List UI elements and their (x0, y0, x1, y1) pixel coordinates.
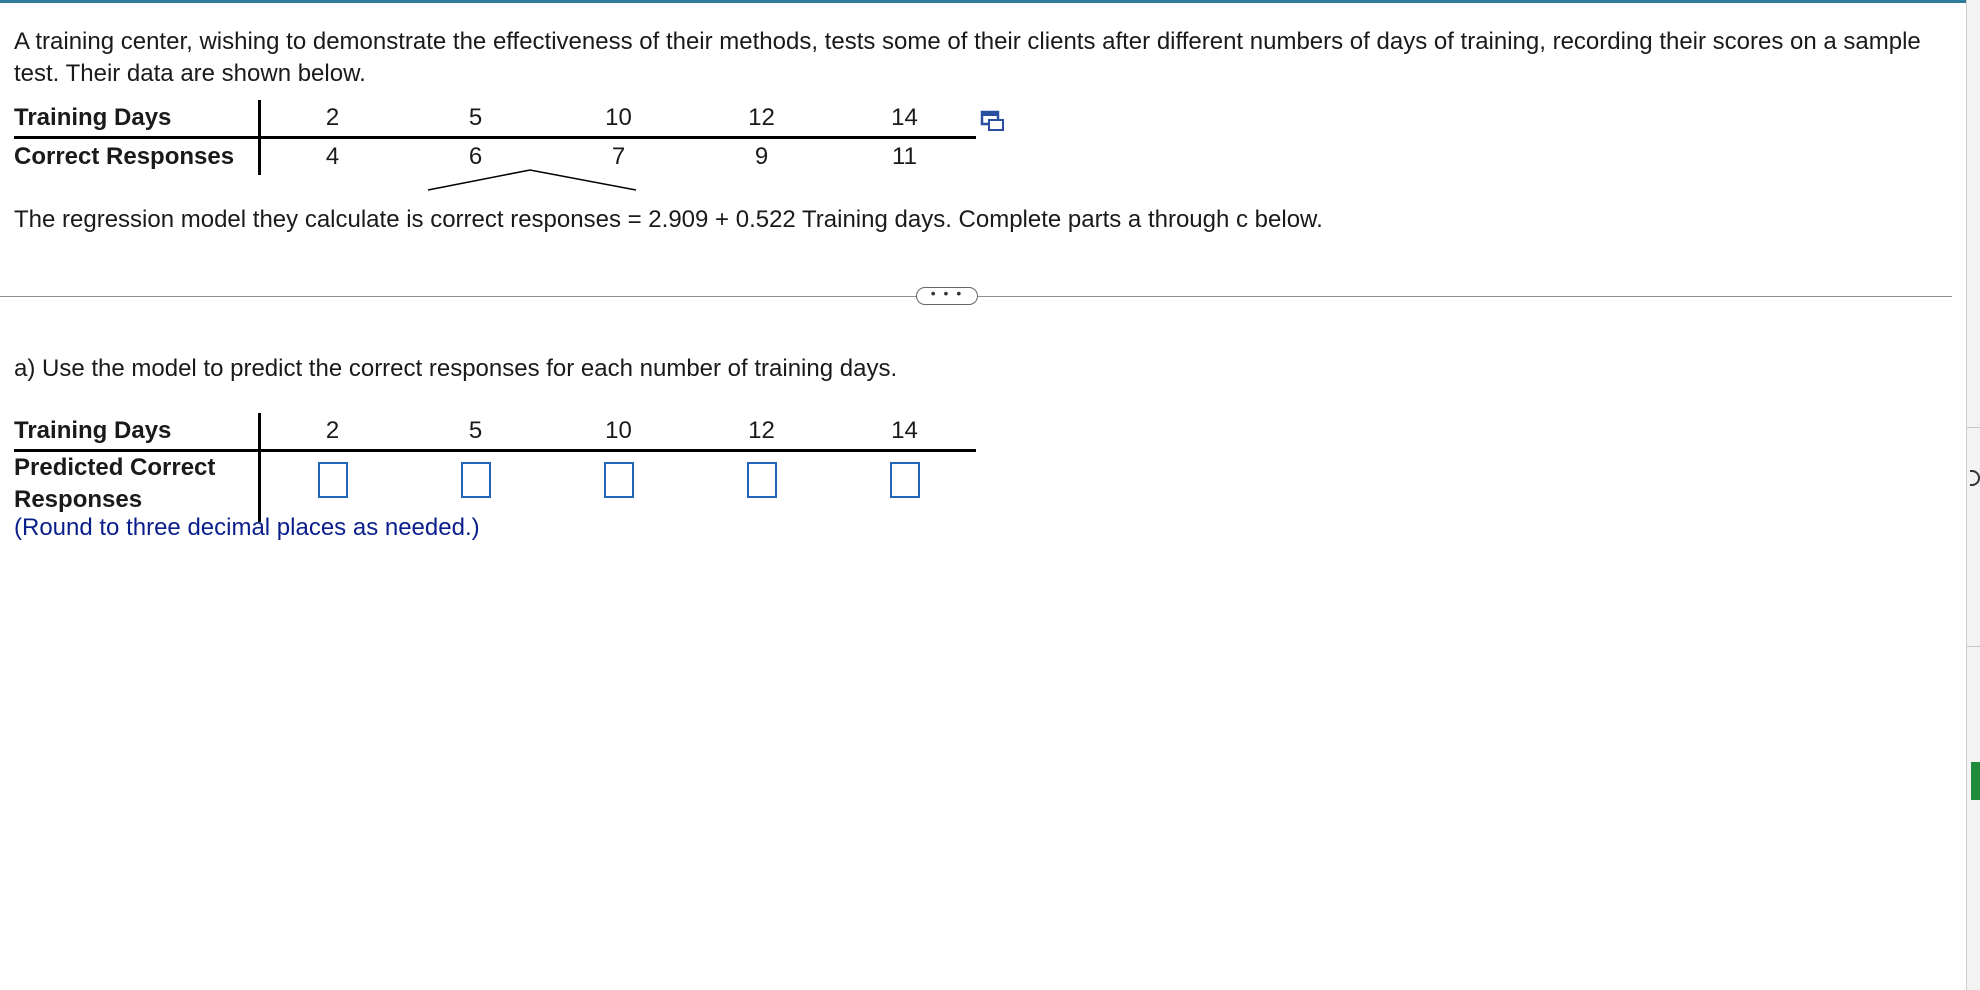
table-cell: 14 (833, 100, 976, 138)
header-line: Predicted Correct (14, 454, 216, 481)
table-cell: 12 (690, 100, 833, 138)
hatted-term (430, 206, 621, 234)
strip-mark-icon (1970, 470, 1980, 486)
row-header-training-days: Training Days (14, 413, 260, 451)
row-header-correct-responses: Correct Responses (14, 138, 260, 176)
part-a-instruction: a) Use the model to predict the correct responses for each number of training days. (14, 355, 898, 382)
answer-input-10-days[interactable] (604, 462, 634, 498)
data-table (14, 100, 976, 175)
model-statement (14, 206, 1323, 234)
strip-status-marker (1971, 762, 1980, 800)
answer-input-5-days[interactable] (461, 462, 491, 498)
intro-section (14, 26, 1954, 90)
table-row (14, 100, 976, 138)
model-equation: = 2.909 + 0.522 Training days. Complete parts a through c below. (620, 206, 1323, 233)
table-cell: 11 (892, 143, 917, 170)
answer-input-12-days[interactable] (747, 462, 777, 498)
prediction-table (14, 413, 976, 522)
expand-more-button[interactable]: • • • (916, 287, 978, 305)
table-cell: 5 (404, 100, 547, 138)
table-cell: 10 (547, 100, 690, 138)
table-cell: 7 (611, 143, 626, 170)
header-line: Responses (14, 486, 143, 513)
top-accent-bar (0, 0, 1980, 3)
rounding-note: (Round to three decimal places as needed.) (14, 514, 480, 541)
table-cell: 12 (690, 413, 833, 451)
table-cell: 14 (833, 413, 976, 451)
table-cell: 6 (468, 143, 483, 170)
right-scroll-strip[interactable] (1966, 0, 1980, 990)
table-cell: 9 (754, 143, 769, 170)
table-cell: 10 (547, 413, 690, 451)
row-header-training-days: Training Days (14, 100, 260, 138)
table-cell: 2 (260, 413, 405, 451)
row-header-predicted-correct-responses (14, 451, 260, 523)
table-cell: 2 (260, 100, 405, 138)
table-row (14, 451, 976, 523)
copy-data-icon[interactable] (980, 110, 1006, 134)
hatted-term-text: correct responses (430, 206, 621, 233)
intro-text: A training center, wishing to demonstrate the effectiveness of their methods, tests some of their clients after different numbers of days of training, recording their scores on a sample test. Their data are shown below. (14, 28, 1921, 87)
answer-input-2-days[interactable] (318, 462, 348, 498)
model-prefix: The regression model they calculate is (14, 206, 431, 233)
table-row (14, 413, 976, 451)
table-cell: 5 (404, 413, 547, 451)
hat-symbol (428, 168, 638, 192)
table-cell: 4 (325, 143, 340, 170)
answer-input-14-days[interactable] (890, 462, 920, 498)
